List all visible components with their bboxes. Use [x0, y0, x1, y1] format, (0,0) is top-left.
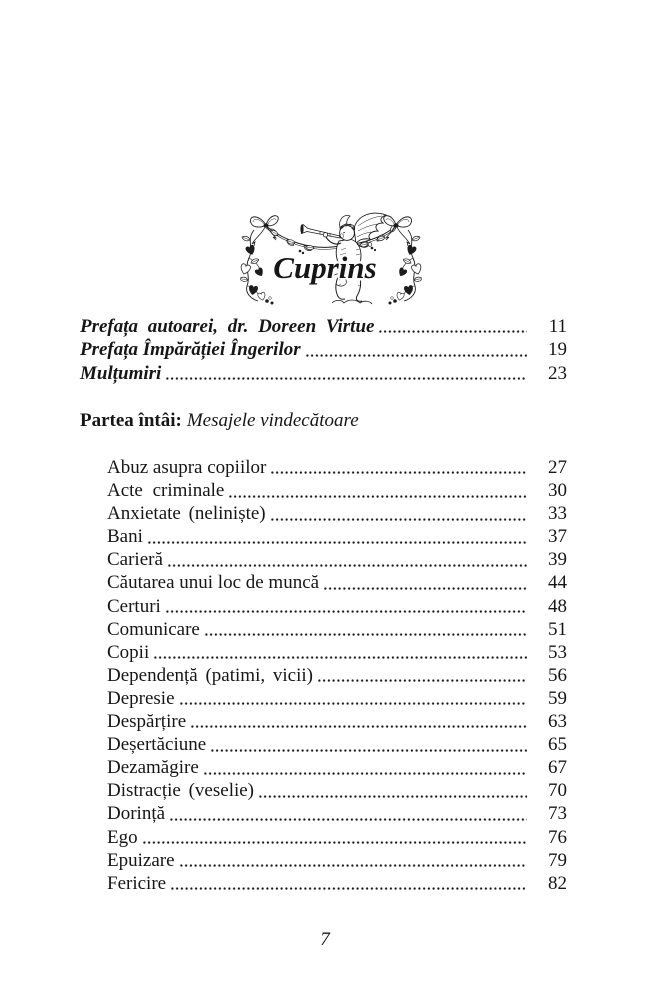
- toc-entry-title: Ego: [107, 826, 138, 848]
- toc-entry-page: 56: [548, 664, 567, 686]
- toc-entry-title: Comunicare: [107, 618, 200, 640]
- toc-entry: [107, 756, 567, 779]
- dot-leader: [142, 826, 527, 849]
- dot-leader: [378, 315, 527, 338]
- dot-leader: [228, 479, 527, 502]
- toc-entry-page: 59: [548, 687, 567, 709]
- toc-entry: [107, 849, 567, 872]
- toc-entry-title: Dorință: [107, 803, 166, 825]
- dot-leader: [258, 779, 527, 802]
- toc-entry: [107, 479, 567, 502]
- part-heading: [80, 409, 359, 432]
- toc-entry-page: 65: [548, 734, 567, 756]
- toc-entry-page: 30: [548, 480, 567, 502]
- toc-entry-page: 76: [548, 826, 567, 848]
- toc-entry: [107, 548, 567, 571]
- dot-leader: [203, 756, 527, 779]
- toc-entry-page: 51: [548, 618, 567, 640]
- toc-entry-title: Depresie: [107, 687, 175, 709]
- toc-entry-title: Dezamăgire: [107, 757, 199, 779]
- toc-entry-title: Mulțumiri: [80, 362, 162, 384]
- toc-entry: [107, 525, 567, 548]
- toc-entry-page: 70: [548, 780, 567, 802]
- dot-leader: [179, 687, 527, 710]
- toc-entry-page: 23: [548, 362, 567, 384]
- page-number: 7: [320, 929, 330, 950]
- toc-entry-page: 82: [548, 872, 567, 894]
- dot-leader: [165, 595, 527, 618]
- dot-leader: [170, 872, 527, 895]
- toc-entry-title: Dependență (patimi, vicii): [107, 664, 313, 686]
- dot-leader: [169, 802, 527, 825]
- toc-entry-page: 11: [548, 316, 567, 337]
- toc-entry-page: 33: [548, 503, 567, 525]
- toc-entry: [107, 802, 567, 825]
- dot-leader: [317, 664, 527, 687]
- toc-entry-title: Bani: [107, 526, 143, 548]
- toc-entry: [107, 571, 567, 594]
- toc-entry: [107, 502, 567, 525]
- toc-entry: [107, 664, 567, 687]
- toc-entry-page: 19: [548, 339, 567, 361]
- toc-entry-title: Abuz asupra copiilor: [107, 457, 267, 478]
- toc-entry-title: Deșertăciune: [107, 734, 207, 756]
- dot-leader: [323, 571, 527, 594]
- dot-leader: [270, 502, 527, 525]
- toc-entry: [80, 362, 567, 385]
- toc-entry-title: Copii: [107, 641, 150, 663]
- toc-entry-title: Prefața Împărăției Îngerilor: [80, 339, 301, 361]
- dot-leader: [167, 548, 527, 571]
- toc-entry: [107, 733, 567, 756]
- dot-leader: [305, 338, 527, 361]
- toc-entry-title: Carieră: [107, 549, 163, 571]
- dot-leader: [190, 710, 527, 733]
- toc-front-matter: [80, 315, 567, 385]
- toc-entry-page: 37: [548, 526, 567, 548]
- toc-entry-title: Prefața autoarei, dr. Doreen Virtue: [80, 316, 375, 337]
- toc-entry-page: 27: [548, 457, 567, 478]
- toc-entry: [107, 456, 567, 479]
- toc-entry: [80, 315, 567, 338]
- dot-leader: [179, 849, 527, 872]
- toc-entry-page: 79: [548, 849, 567, 871]
- dot-leader: [147, 525, 527, 548]
- toc-entry-title: Căutarea unui loc de muncă: [107, 572, 320, 594]
- toc-entry-page: 53: [548, 641, 567, 663]
- trumpet: [300, 224, 340, 238]
- toc-entry: [107, 595, 567, 618]
- toc-entries: [107, 456, 567, 895]
- toc-entry-page: 67: [548, 757, 567, 779]
- dot-leader: [270, 456, 527, 479]
- toc-entry: [107, 687, 567, 710]
- part-title: Mesajele vindecătoare: [186, 410, 359, 431]
- toc-entry: [80, 338, 567, 361]
- toc-entry: [107, 779, 567, 802]
- toc-entry-page: 44: [548, 572, 567, 594]
- toc-entry-title: Acte criminale: [107, 480, 225, 502]
- dot-leader: [204, 618, 527, 641]
- toc-entry-title: Despărțire: [107, 711, 187, 733]
- toc-entry-title: Epuizare: [107, 849, 175, 871]
- toc-entry-title: Distracție (veselie): [107, 780, 255, 802]
- toc-entry: [107, 826, 567, 849]
- toc-entry-title: Certuri: [107, 595, 161, 617]
- dot-leader: [165, 362, 527, 385]
- page-title: Cuprins: [273, 250, 377, 285]
- toc-entry-page: 63: [548, 711, 567, 733]
- toc-entry-page: 48: [548, 595, 567, 617]
- dot-leader: [153, 641, 527, 664]
- toc-entry-title: Anxietate (neliniște): [107, 503, 266, 525]
- toc-entry: [107, 618, 567, 641]
- toc-entry-page: 39: [548, 549, 567, 571]
- toc-entry: [107, 710, 567, 733]
- part-label: Partea întâi:: [80, 410, 182, 431]
- toc-entry: [107, 872, 567, 895]
- toc-entry-page: 73: [548, 803, 567, 825]
- dot-leader: [210, 733, 527, 756]
- toc-entry-title: Fericire: [107, 872, 167, 894]
- toc-entry: [107, 641, 567, 664]
